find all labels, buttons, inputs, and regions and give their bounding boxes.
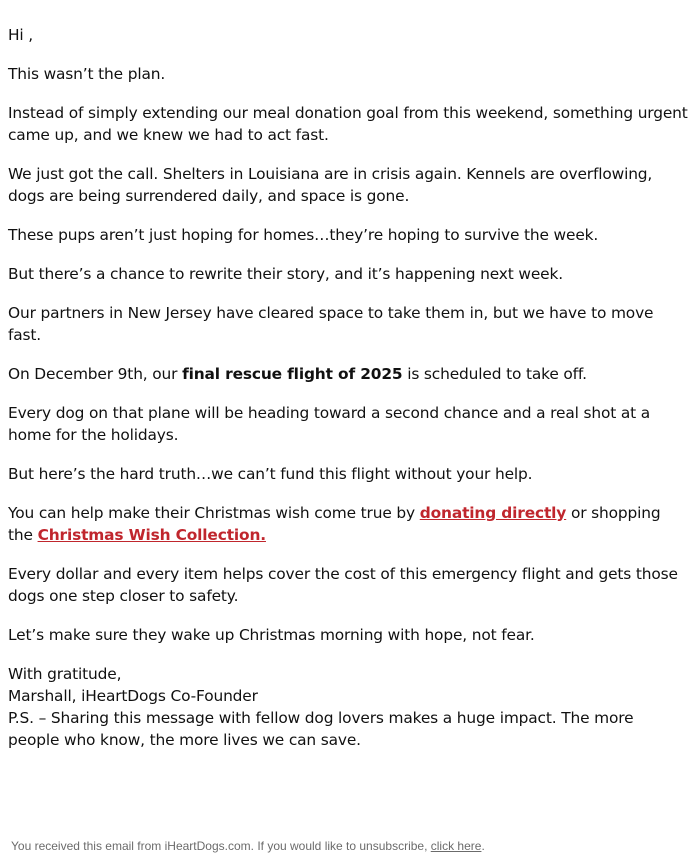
signature: Marshall, iHeartDogs Co-Founder	[8, 687, 258, 705]
paragraph-partners: Our partners in New Jersey have cleared space to take them in, but we have to move fast.	[8, 304, 654, 344]
unsubscribe-link[interactable]: click here	[430, 839, 482, 853]
signoff: With gratitude,	[8, 665, 122, 683]
flight-text-after: is scheduled to take off.	[402, 365, 587, 383]
paragraph-every-dollar: Every dollar and every item helps cover the cost of this emergency flight and gets those dogs one step closer to safety.	[8, 565, 678, 605]
greeting: Hi ,	[8, 26, 34, 44]
paragraph-plan: This wasn’t the plan.	[8, 65, 166, 83]
paragraph-pups: These pups aren’t just hoping for homes…they’re hoping to survive the week.	[8, 226, 599, 244]
flight-bold-text: final rescue flight of 2025	[182, 365, 403, 383]
paragraph-christmas-morning: Let’s make sure they wake up Christmas morning with hope, not fear.	[8, 626, 535, 644]
christmas-wish-collection-link[interactable]: Christmas Wish Collection.	[37, 526, 266, 544]
paragraph-hard-truth: But here’s the hard truth…we can’t fund this flight without your help.	[8, 465, 533, 483]
paragraph-flight	[8, 363, 688, 385]
paragraph-instead: Instead of simply extending our meal donation goal from this weekend, something urgent came up, and we knew we had to act fast.	[8, 104, 688, 144]
postscript: P.S. – Sharing this message with fellow dog lovers makes a huge impact. The more people who know, the more lives we can save.	[8, 709, 634, 749]
paragraph-call: We just got the call. Shelters in Louisiana are in crisis again. Kennels are overflowing, dogs are being surrendered daily, and space is gone.	[8, 165, 653, 205]
flight-text-before: On December 9th, our	[8, 365, 183, 383]
paragraph-every-dog: Every dog on that plane will be heading toward a second chance and a real shot at a home for the holidays.	[8, 404, 651, 444]
paragraph-chance: But there’s a chance to rewrite their story, and it’s happening next week.	[8, 265, 563, 283]
footer-end: .	[481, 839, 485, 853]
footer-text: You received this email from iHeartDogs.com. If you would like to unsubscribe,	[11, 839, 431, 853]
email-body	[8, 24, 688, 768]
help-text-before: You can help make their Christmas wish come true by	[8, 504, 420, 522]
donate-directly-link[interactable]: donating directly	[419, 504, 567, 522]
footer	[11, 838, 485, 854]
paragraph-help	[8, 502, 688, 546]
help-text-middle: or shopping the	[8, 504, 661, 544]
